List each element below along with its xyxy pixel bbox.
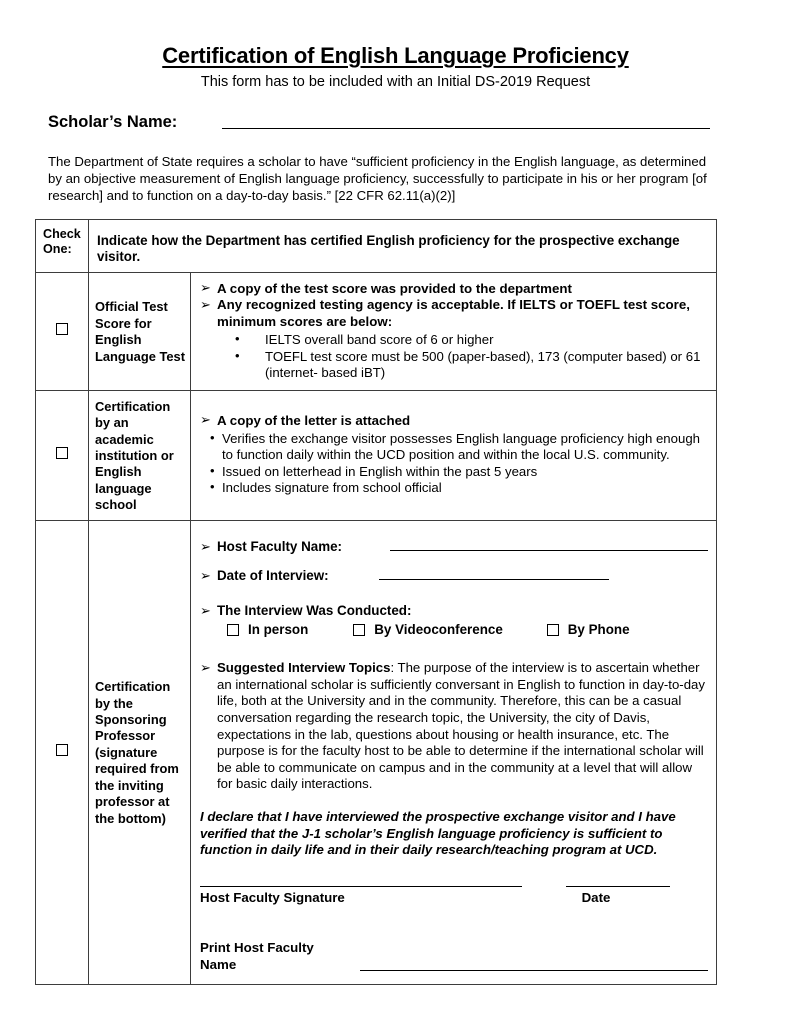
row-detail-sponsoring-professor [191,520,717,984]
checkbox-official-test-score[interactable] [56,323,68,335]
host-faculty-signature-input[interactable] [200,885,522,887]
list-item-text: TOEFL test score must be 500 (paper-based), 173 (computer based) or 61 (internet- based iBT) [265,348,701,381]
list-item [231,332,708,349]
arrow-item-text: Any recognized testing agency is acceptable. If IELTS or TOEFL test score, minimum scores are below: [217,297,690,330]
signature-block [200,885,708,907]
list-item-text: Verifies the exchange visitor possesses English language proficiency high enough to function daily within the UCD position and within the local U.S. community. [222,430,700,463]
option-in-person[interactable] [227,622,308,639]
bullet-icon: • [210,479,215,495]
arrow-icon: ➢ [200,538,211,554]
option-by-phone[interactable] [547,622,630,639]
arrow-icon: ➢ [200,567,211,583]
arrow-item [200,297,708,331]
page-title: Certification of English Language Proficiency [162,43,629,68]
row-detail-official-test [191,272,717,390]
table-row [36,390,717,520]
list-item [210,464,708,481]
table-row [36,520,717,984]
declaration-paragraph: I declare that I have interviewed the prospective exchange visitor and I have verified that the J-1 scholar’s English language proficiency is sufficient to function in daily life and in their daily research/teaching program at UCD. [200,808,676,858]
table-header-row [36,219,717,272]
option-in-person-label: In person [248,621,309,637]
host-faculty-signature-label: Host Faculty Signature [200,889,345,905]
checkbox-by-phone[interactable] [547,624,559,636]
arrow-icon: ➢ [200,660,211,676]
option-by-videoconference[interactable] [353,622,503,639]
arrow-item-text: A copy of the letter is attached [217,412,411,428]
option-by-videoconference-label: By Videoconference [374,621,503,637]
list-item-text: IELTS overall band score of 6 or higher [265,332,494,347]
scholar-name-input[interactable] [222,127,710,129]
list-item-text: Includes signature from school official [222,480,442,496]
date-of-interview-input[interactable] [379,578,609,580]
date-of-interview-row [200,567,708,584]
checkbox-academic-institution[interactable] [56,447,68,459]
instruction-header: Indicate how the Department has certified English proficiency for the prospective exchange visitor. [89,219,717,272]
topics-heading: Suggested Interview Topics [217,660,391,676]
arrow-icon: ➢ [200,280,211,296]
bullet-icon: • [210,429,215,445]
signature-date-input[interactable] [566,885,670,887]
bullet-icon: • [235,331,240,346]
arrow-icon: ➢ [200,602,211,618]
checkbox-in-person[interactable] [227,624,239,636]
row-label-official-test: Official Test Score for English Language Test [89,272,191,390]
suggested-interview-topics [200,660,708,793]
checkbox-by-videoconference[interactable] [353,624,365,636]
print-host-faculty-name-input[interactable] [360,969,708,971]
signature-rules [200,885,708,887]
checkbox-cell-official-test[interactable] [36,272,89,390]
scholar-name-row [48,113,748,132]
arrow-icon: ➢ [200,296,211,312]
list-item [231,349,708,382]
bullet-list-academic-institution [210,431,708,497]
list-item-text: Issued on letterhead in English within the past 5 years [222,463,538,479]
print-host-faculty-name-row [200,940,708,973]
table-row [36,272,717,390]
arrow-icon: ➢ [200,412,211,428]
checkbox-sponsoring-professor[interactable] [56,744,68,756]
signature-date-label: Date [581,889,611,905]
row-label-academic-institution: Certification by an academic institution or English language school [89,390,191,520]
intro-paragraph: The Department of State requires a scholar to have “sufficient proficiency in the English language, as determined by an objective measurement of English language proficiency, successfully to participate in his or her program [of research] and to function on a day-to-day basis.” [22 CFR 62.11(a)(2)] [48,154,707,204]
host-faculty-name-row [200,538,708,555]
arrow-item [200,413,708,430]
row-label-sponsoring-professor: Certification by the Sponsoring Professor (signature required from the inviting professor at the bottom) [89,520,191,984]
list-item [210,431,708,464]
date-of-interview-label: Date of Interview: [217,567,329,583]
scholar-name-label: Scholar’s Name: [48,113,178,131]
arrow-item [200,281,708,298]
interview-conducted-label-row [200,602,708,619]
row-detail-academic-institution [191,390,717,520]
bullet-list-official-test [231,332,708,382]
checkbox-cell-academic-institution[interactable] [36,390,89,520]
signature-labels [200,890,708,907]
option-by-phone-label: By Phone [567,621,630,637]
page-subtitle: This form has to be included with an Initial DS-2019 Request [200,74,591,90]
check-one-header: Check One: [36,219,89,272]
interview-method-options [200,622,708,639]
bullet-icon: • [210,462,215,478]
certification-table [35,219,717,985]
bullet-icon: • [235,347,240,363]
arrow-item-text: A copy of the test score was provided to the department [217,280,572,296]
list-item [210,480,708,497]
interview-conducted-label: The Interview Was Conducted: [217,602,412,618]
host-faculty-name-label: Host Faculty Name: [217,538,343,554]
topics-body: : The purpose of the interview is to ascertain whether an international scholar is sufficiently conversant in English to function in day-to-day life, both at the University and in the community. Therefore, this can be a casual conversation regarding the research topic, the University, the city of Davis, expectations in the lab, questions about housing or health insurance, etc. The purpose is for the faculty host to be able to determine if the international scholar will be able to communicate on campus and in the community at a level that will allow for basic daily interactions. [217,660,705,792]
host-faculty-name-input[interactable] [390,549,708,551]
print-host-faculty-name-label: Print Host Faculty Name [200,940,314,972]
checkbox-cell-sponsoring-professor[interactable] [36,520,89,984]
